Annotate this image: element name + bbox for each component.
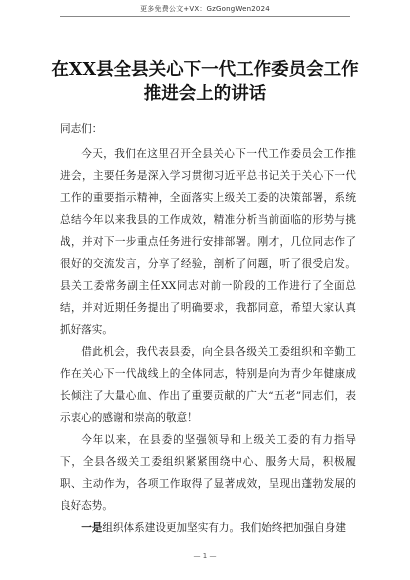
paragraph-4-text: 组织体系建设更加坚实有力。我们始终把加强自身建: [102, 522, 347, 534]
paragraph-4: [60, 517, 356, 539]
header-note: 更多免费公文+VX：GzGongWen2024: [140, 5, 270, 13]
header-divider: [60, 16, 350, 17]
paragraph-4-lead: 一是: [81, 522, 103, 534]
paragraph-2: 借此机会，我代表县委，向全县各级关工委组织和辛勤工作在关心下一代战线上的全体同志，特别是向为青少年健康成长倾注了大量心血、作出了重要贡献的广大“五老”同志们，表示衷心的感谢和崇高的敬意！: [60, 346, 356, 424]
title-line-2: 推进会上的讲话: [143, 84, 267, 104]
paragraph-1: 今天，我们在这里召开全县关心下一代工作委员会工作推进会，主要任务是深入学习贯彻习近平总书记关于关心下一代工作的重要指示精神，全面落实上级关工委的决策部署，系统总结今年以来我县的工作成效，精准分析当前面临的形势与挑战，并对下一步重点任务进行安排部署。刚才，几位同志作了很好的交流发言，分享了经验，剖析了问题，听了很受启发。县关工委常务副主任XX同志对前一阶段的工作进行了全面总结，并对近期任务提出了明确要求，我都同意，希望大家认真抓好落实。: [60, 148, 356, 336]
page-number: — 1 —: [193, 552, 217, 560]
document-body: [60, 118, 356, 539]
salutation: 同志们：: [60, 123, 103, 135]
title-line-1: 在XX县全县关心下一代工作委员会工作: [51, 60, 359, 80]
document-title: [40, 58, 370, 106]
paragraph-3: 今年以来，在县委的坚强领导和上级关工委的有力指导下，全县各级关工委组织紧紧围绕中心、服务大局，积极履职、主动作为，各项工作取得了显著成效，呈现出蓬勃发展的良好态势。: [60, 434, 356, 512]
